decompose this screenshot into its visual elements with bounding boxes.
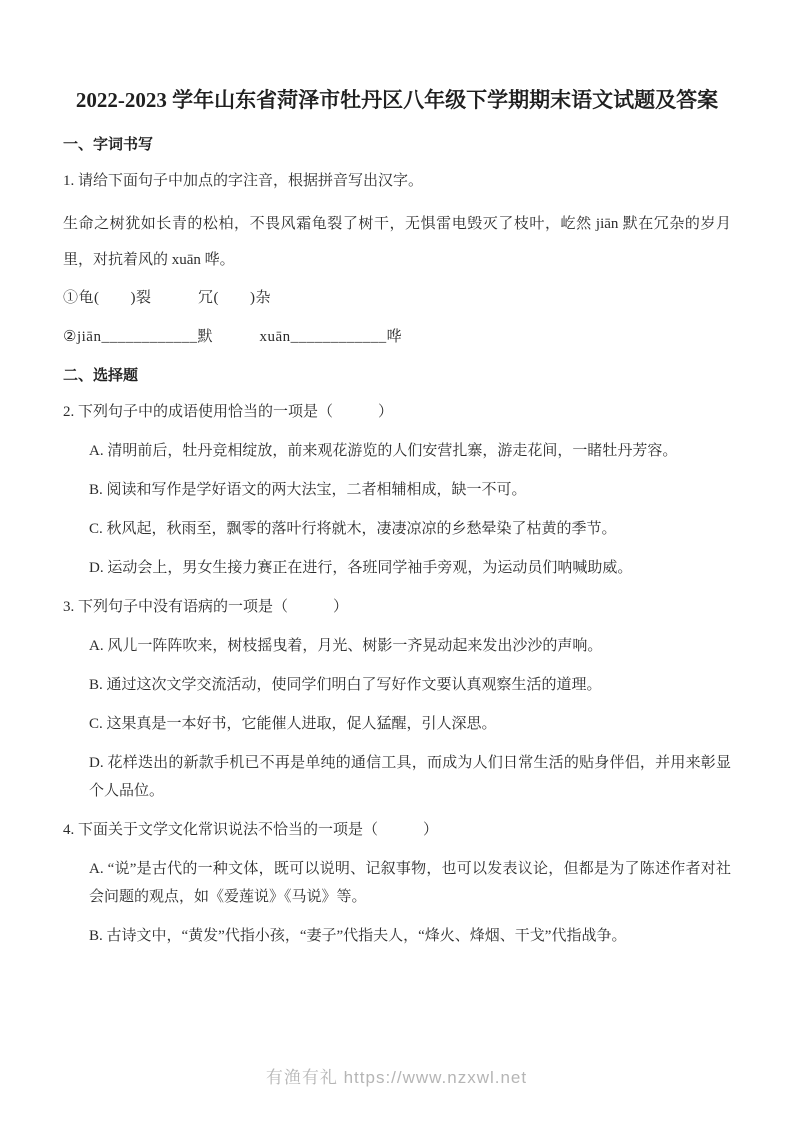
question-4-stem: 4. 下面关于文学文化常识说法不恰当的一项是（ ） <box>63 822 439 838</box>
footer-watermark: 有渔有礼 https://www.nzxwl.net <box>265 1068 528 1087</box>
question-1-passage: 生命之树犹如长青的松柏，不畏风霜龟裂了树干，无惧雷电毁灭了枝叶，屹然 jiān 默在冗杂的岁月里，对抗着风的 xuān 哗。 <box>63 216 731 268</box>
question-3-stem: 3. 下列句子中没有语病的一项是（ ） <box>63 599 349 615</box>
section-one-heading: 一、字词书写 <box>63 137 154 153</box>
section-two-heading: 二、选择题 <box>63 368 139 384</box>
question-2-option-a: A. 清明前后，牡丹竞相绽放，前来观花游览的人们安营扎寨，游走花间，一睹牡丹芳容。 <box>89 443 678 459</box>
question-2-option-b: B. 阅读和写作是学好语文的两大法宝，二者相辅相成，缺一不可。 <box>89 482 527 498</box>
question-3-option-b: B. 通过这次文学交流活动，使同学们明白了写好作文要认真观察生活的道理。 <box>89 677 602 693</box>
question-1-blank-line-1: ①龟( )裂 冗( )杂 <box>63 290 271 306</box>
question-3-option-c: C. 这果真是一本好书，它能催人进取，促人猛醒，引人深思。 <box>89 716 497 732</box>
question-2-option-d: D. 运动会上，男女生接力赛正在进行，各班同学袖手旁观，为运动员们呐喊助威。 <box>89 560 633 576</box>
question-1-stem: 1. 请给下面句子中加点的字注音，根据拼音写出汉字。 <box>63 173 424 189</box>
question-4-option-b: B. 古诗文中，“黄发”代指小孩，“妻子”代指夫人，“烽火、烽烟、干戈”代指战争。 <box>89 928 627 944</box>
question-4-option-a: A. “说”是古代的一种文体，既可以说明、记叙事物，也可以发表议论，但都是为了陈述作者对社会问题的观点，如《爱莲说》《马说》等。 <box>89 861 731 905</box>
question-3-option-a: A. 风儿一阵阵吹来，树枝摇曳着，月光、树影一齐晃动起来发出沙沙的声响。 <box>89 638 603 654</box>
question-3-option-d: D. 花样迭出的新款手机已不再是单纯的通信工具，而成为人们日常生活的贴身伴侣，并用来彰显个人品位。 <box>89 755 731 799</box>
question-1-blank-line-2: ②jiān____________默 xuān____________哗 <box>63 329 403 345</box>
question-2-option-c: C. 秋风起，秋雨至，飘零的落叶行将就木，凄凄凉凉的乡愁晕染了枯黄的季节。 <box>89 521 617 537</box>
question-2-stem: 2. 下列句子中的成语使用恰当的一项是（ ） <box>63 404 394 420</box>
document-title: 2022-2023 学年山东省菏泽市牡丹区八年级下学期期末语文试题及答案 <box>75 88 719 112</box>
